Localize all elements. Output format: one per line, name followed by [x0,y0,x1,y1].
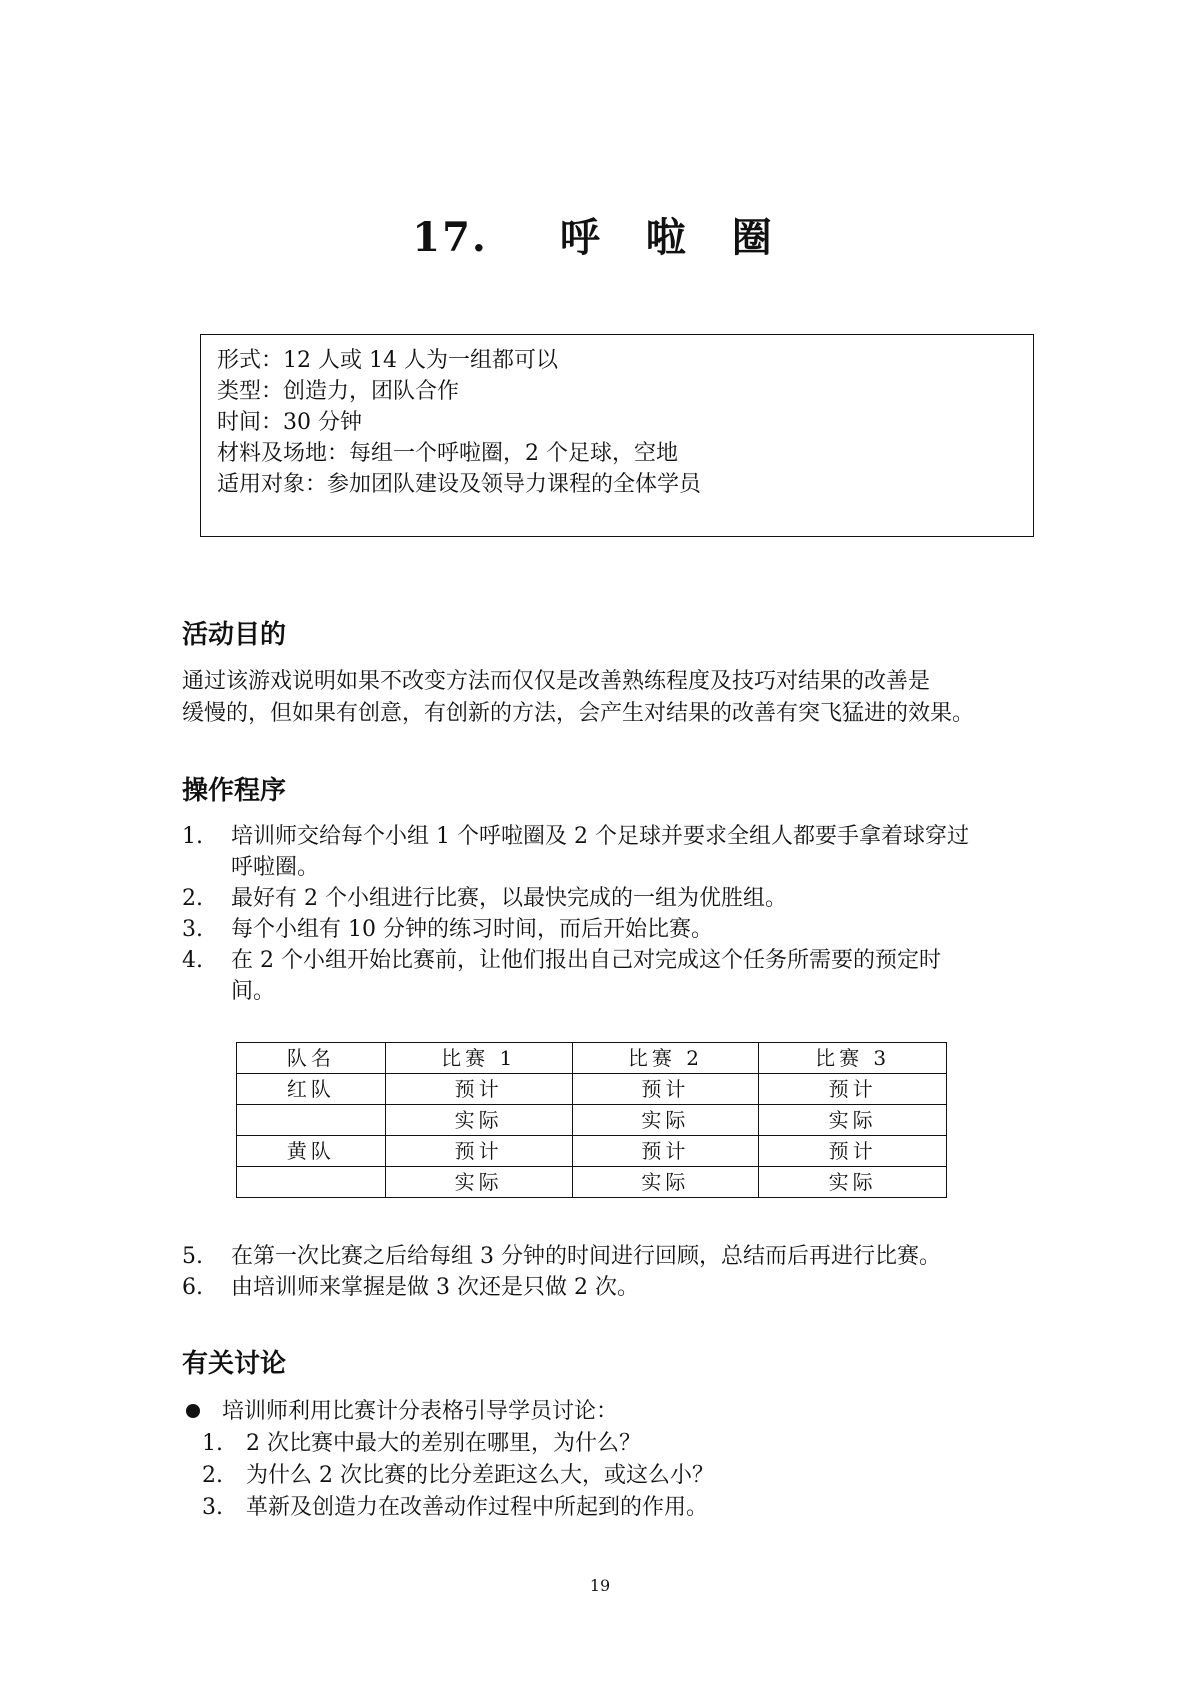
table-cell: 红队 [237,1074,386,1105]
discussion-item [202,1492,714,1524]
purpose-line: 缓慢的，但如果有创意，有创新的方法，会产生对结果的改善有突飞猛进的效果。 [182,701,975,726]
step-number: 1. [182,824,203,849]
procedure-step [182,1272,1042,1303]
purpose-heading: 活动目的 [182,620,287,650]
table-cell [237,1167,386,1198]
procedure-step [182,883,1042,914]
table-cell: 实际 [385,1167,572,1198]
table-header-cell: 比赛 2 [572,1043,759,1074]
table-cell: 预计 [759,1136,947,1167]
procedure-step [182,821,1042,883]
item-number: 3. [202,1495,223,1520]
table-cell: 实际 [385,1105,572,1136]
discussion-bullet [182,1396,618,1428]
table-header-row [237,1043,947,1074]
table-cell [237,1105,386,1136]
table-cell: 实际 [572,1167,759,1198]
procedure-steps-continued [182,1241,1042,1303]
info-materials: 材料及场地：每组一个呼啦圈，2 个足球，空地 [217,441,678,466]
discussion-item [202,1428,714,1460]
step-text: 在第一次比赛之后给每组 3 分钟的时间进行回顾，总结而后再进行比赛。 [231,1244,941,1269]
table-row [237,1136,947,1167]
step-number: 4. [182,948,203,973]
table-cell: 实际 [572,1105,759,1136]
title-number: 17. [412,214,488,261]
step-text: 间。 [231,979,276,1004]
table-cell: 黄队 [237,1136,386,1167]
item-text: 2 次比赛中最大的差别在哪里，为什么？ [246,1431,641,1456]
procedure-step [182,945,1042,1007]
table-header-cell: 队名 [237,1043,386,1074]
procedure-heading: 操作程序 [182,776,287,806]
discussion-heading: 有关讨论 [182,1349,287,1379]
step-number: 6. [182,1275,203,1300]
item-number: 1. [202,1431,223,1456]
table-cell: 实际 [759,1167,947,1198]
step-text: 呼啦圈。 [231,855,320,880]
discussion-bullet-text: 培训师利用比赛计分表格引导学员讨论： [222,1399,619,1424]
item-number: 2. [202,1463,223,1488]
item-text: 革新及创造力在改善动作过程中所起到的作用。 [246,1495,709,1520]
table-row [237,1105,947,1136]
item-text: 为什么 2 次比赛的比分差距这么大，或这么小？ [246,1463,714,1488]
step-text: 由培训师来掌握是做 3 次还是只做 2 次。 [231,1275,639,1300]
step-text: 培训师交给每个小组 1 个呼啦圈及 2 个足球并要求全组人都要手拿着球穿过 [231,824,969,849]
page-title [0,210,1200,266]
step-number: 5. [182,1244,203,1269]
table-row [237,1074,947,1105]
table-header-cell: 比赛 1 [385,1043,572,1074]
table-cell: 预计 [385,1074,572,1105]
procedure-steps [182,821,1042,1007]
activity-info-box [200,334,1034,537]
table-cell: 实际 [759,1105,947,1136]
table-header-cell: 比赛 3 [759,1043,947,1074]
bullet-dot-icon [186,1404,200,1418]
score-table [236,1042,947,1198]
discussion-questions [202,1428,714,1524]
step-number: 2. [182,886,203,911]
title-name: 呼 啦 圈 [559,214,788,261]
table-cell: 预计 [385,1136,572,1167]
step-text: 在 2 个小组开始比赛前，让他们报出自己对完成这个任务所需要的预定时 [231,948,941,973]
table-cell: 预计 [572,1136,759,1167]
purpose-paragraph [182,666,1042,730]
step-text: 最好有 2 个小组进行比赛，以最快完成的一组为优胜组。 [231,886,787,911]
step-number: 3. [182,917,203,942]
procedure-step [182,1241,1042,1272]
info-time: 时间：30 分钟 [217,410,362,435]
purpose-line: 通过该游戏说明如果不改变方法而仅仅是改善熟练程度及技巧对结果的改善是 [182,669,931,694]
info-type: 类型：创造力，团队合作 [217,379,460,404]
procedure-step [182,914,1042,945]
info-format: 形式：12 人或 14 人为一组都可以 [217,348,558,373]
table-cell: 预计 [572,1074,759,1105]
step-text: 每个小组有 10 分钟的练习时间，而后开始比赛。 [231,917,713,942]
table-cell: 预计 [759,1074,947,1105]
info-audience: 适用对象：参加团队建设及领导力课程的全体学员 [217,472,702,497]
table-row [237,1167,947,1198]
page-number: 19 [589,1576,611,1595]
discussion-item [202,1460,714,1492]
